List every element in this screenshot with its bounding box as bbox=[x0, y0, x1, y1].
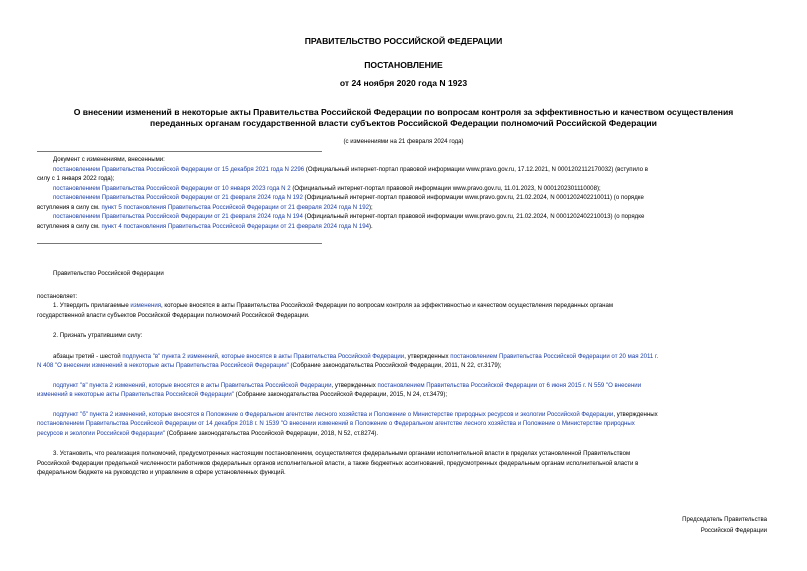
amendment-item-cont: вступления в силу см. пункт 5 постановления Правительства Российской Федерации от 21 февраля 2024 года N 192); bbox=[37, 203, 373, 211]
repeal-item-1: абзацы третий - шестой подпункта "в" пункта 2 изменений, которые вносятся в акты Правительства Российской Федерации, утвержденных постановлением Правительства Российской Федерации от 20 мая 2011 г. bbox=[53, 352, 659, 360]
doc-type-heading: ПОСТАНОВЛЕНИЕ bbox=[364, 60, 443, 70]
government-line: Правительство Российской Федерации bbox=[53, 270, 164, 277]
body-block bbox=[37, 269, 767, 478]
signature-line-2: Российской Федерации bbox=[700, 526, 767, 534]
amendment-link[interactable]: постановлением Правительства Российской Федерации от 21 февраля 2024 года N 192 bbox=[53, 194, 303, 201]
repeal-item-3: подпункт "б" пункта 2 изменений, которые вносятся в Положение о Федеральном агентстве лесного хозяйства и Положение о Министерстве природных ресурсов и экологии Российской Федерации, утвержденных bbox=[53, 410, 658, 418]
paragraph-3-cont: Российской Федерации предельной численности работников федеральных органов исполнительной власти, а также бюджетных ассигнований, предусмотренных федеральным органам исполнительной власти в bbox=[37, 459, 639, 467]
repeal-item-1-cont: N 408 "О внесении изменений в некоторые акты Правительства Российской Федерации" (Собрание законодательства Российской Федерации, 2011, N 22, ст.3179); bbox=[37, 362, 502, 369]
amendment-link[interactable]: постановлением Правительства Российской Федерации от 21 февраля 2024 года N 194 bbox=[53, 213, 303, 220]
paragraph-3: 3. Установить, что реализация полномочий, предусмотренных настоящим постановлением, осуществляется федеральными органами исполнительной власти в пределах установленной Правительством bbox=[53, 450, 631, 457]
paragraph-1: 1. Утвердить прилагаемые изменения, которые вносятся в акты Правительства Российской Федерации по вопросам контроля за эффективностью и качеством осуществления переданных органам bbox=[53, 302, 614, 309]
title-line-2: переданных органам государственной власти субъектов Российской Федерации полномочий Российской Федерации bbox=[150, 118, 657, 128]
repeal-link[interactable]: подпункт "б" пункта 2 изменений, которые вносятся в Положение о Федеральном агентстве лесного хозяйства и Положение о Министерстве природных ресурсов и экологии Российской Федерации bbox=[53, 410, 614, 418]
amendment-item: постановлением Правительства Российской Федерации от 21 февраля 2024 года N 194 (Официальный интернет-портал правовой информации www.pravo.gov.ru, 21.02.2024, N 0001202402210013) (о порядке bbox=[53, 213, 645, 220]
divider-top bbox=[37, 151, 322, 152]
amendment-item: постановлением Правительства Российской Федерации от 10 января 2023 года N 2 (Официальный интернет-портал правовой информации www.pravo.gov.ru, 11.01.2023, N 0001202301110008); bbox=[53, 184, 601, 192]
decrees-line: постановляет: bbox=[37, 292, 78, 300]
amendment-item: постановлением Правительства Российской Федерации от 21 февраля 2024 года N 192 (Официальный интернет-портал правовой информации www.pravo.gov.ru, 21.02.2024, N 0001202402210011) (о порядке bbox=[53, 194, 644, 201]
title-line-1: О внесении изменений в некоторые акты Правительства Российской Федерации по вопросам контроля за эффективностью и качеством осуществления bbox=[73, 107, 734, 117]
amendments-intro: Документ с изменениями, внесенными: bbox=[53, 156, 165, 163]
repeal-link[interactable]: подпункт "в" пункта 2 изменений, которые вносятся в акты Правительства Российской Федерации bbox=[53, 381, 332, 389]
repeal-link[interactable]: изменений в некоторые акты Правительства Российской Федерации" bbox=[37, 391, 234, 398]
amendment-link[interactable]: пункт 5 постановления Правительства Российской Федерации от 21 февраля 2024 года N 192 bbox=[101, 203, 370, 211]
repeal-link[interactable]: подпункта "в" пункта 2 изменений, которые вносятся в акты Правительства Российской Федерации bbox=[122, 352, 405, 360]
changes-link[interactable]: изменения bbox=[130, 302, 162, 309]
paragraph-2: 2. Признать утратившими силу: bbox=[53, 332, 143, 339]
document-title bbox=[40, 107, 767, 129]
paragraph-3-cont: федеральном бюджете на руководство и управление в сфере установленных функций. bbox=[37, 469, 286, 476]
paragraph-1-cont: государственной власти субъектов Российской Федерации полномочий Российской Федерации. bbox=[37, 311, 310, 319]
date-number: от 24 ноября 2020 года N 1923 bbox=[339, 78, 468, 88]
repeal-link[interactable]: постановлением Правительства Российской Федерации от 20 мая 2011 г. bbox=[450, 352, 659, 360]
divider-bottom bbox=[37, 243, 322, 244]
amendments-block bbox=[37, 155, 767, 231]
signature-line-1: Председатель Правительства bbox=[682, 516, 767, 523]
amendment-link[interactable]: постановлением Правительства Российской Федерации от 10 января 2023 года N 2 bbox=[53, 184, 291, 192]
government-heading: ПРАВИТЕЛЬСТВО РОССИЙСКОЙ ФЕДЕРАЦИИ bbox=[304, 36, 503, 46]
amendment-item-cont: силу с 1 января 2022 года); bbox=[37, 175, 115, 182]
repeal-link[interactable]: ресурсов и экологии Российской Федерации" bbox=[37, 429, 165, 437]
repeal-link[interactable]: постановлением Правительства Российской Федерации от 14 декабря 2018 г. N 1539 "О внесении изменений в Положение о Федеральном агентстве лесного хозяйства и Положение о Министерстве природных bbox=[37, 420, 635, 427]
signature-block bbox=[682, 515, 767, 535]
repeal-item-2-cont: изменений в некоторые акты Правительства Российской Федерации" (Собрание законодательства Российской Федерации, 2015, N 24, ст.3479); bbox=[37, 391, 448, 398]
amendment-item-cont: вступления в силу см. пункт 4 постановления Правительства Российской Федерации от 21 февраля 2024 года N 194). bbox=[37, 222, 373, 230]
amendment-link[interactable]: пункт 4 постановления Правительства Российской Федерации от 21 февраля 2024 года N 194 bbox=[101, 222, 370, 230]
repeal-link[interactable]: постановлением Правительства Российской Федерации от 6 июня 2015 г. N 559 "О внесении bbox=[377, 381, 642, 389]
repeal-item-2: подпункт "в" пункта 2 изменений, которые вносятся в акты Правительства Российской Федерации, утвержденных постановлением Правительства Российской Федерации от 6 июня 2015 г. N 559 "О внесении bbox=[53, 381, 642, 389]
repeal-item-3-cont: ресурсов и экологии Российской Федерации" (Собрание законодательства Российской Федерации, 2018, N 52, ст.8274). bbox=[37, 429, 379, 437]
amendment-item: постановлением Правительства Российской Федерации от 15 декабря 2021 года N 2296 (Официальный интернет-портал правовой информации www.pravo.gov.ru, 17.12.2021, N 0001202112170032) (вступило в bbox=[53, 165, 648, 173]
repeal-item-3-cont bbox=[37, 419, 767, 429]
revision-note: (с изменениями на 21 февраля 2024 года) bbox=[343, 138, 464, 145]
amendment-link[interactable]: постановлением Правительства Российской Федерации от 15 декабря 2021 года N 2296 bbox=[53, 165, 305, 173]
repeal-link[interactable]: N 408 "О внесении изменений в некоторые акты Правительства Российской Федерации" bbox=[37, 362, 289, 369]
